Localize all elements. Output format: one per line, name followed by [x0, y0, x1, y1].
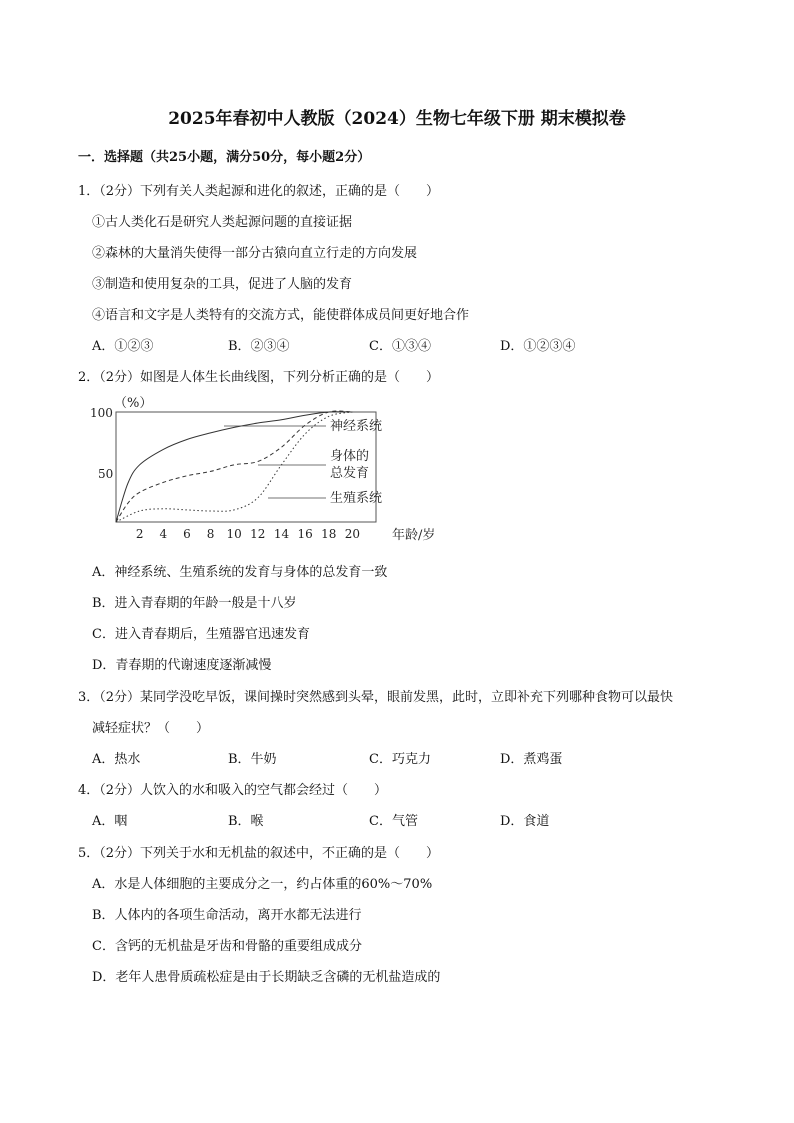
question-4-stem: 4．（2分）人饮入的水和吸入的空气都会经过（ ） — [78, 783, 388, 798]
chart-xtick-20: 20 — [344, 527, 361, 541]
chart-xtick-16: 16 — [297, 527, 313, 541]
question-5-option-c[interactable]: C．含钙的无机盐是牙齿和骨骼的重要组成成分 — [92, 939, 362, 954]
question-1-statement-1: ①古人类化石是研究人类起源问题的直接证据 — [92, 215, 353, 230]
series-line-reproductive-system — [116, 412, 352, 522]
question-1-option-c[interactable]: C．①③④ — [369, 339, 431, 354]
question-2-option-b[interactable]: B．进入青春期的年龄一般是十八岁 — [92, 596, 297, 611]
chart-xtick-4: 4 — [159, 527, 168, 541]
question-5-option-a[interactable]: A．水是人体细胞的主要成分之一，约占体重的60%～70% — [92, 877, 433, 892]
series-label-body-line1: 身体的 — [330, 449, 370, 464]
series-label-repro: 生殖系统 — [330, 491, 383, 506]
question-4-option-c[interactable]: C．气管 — [369, 814, 418, 829]
question-1-option-b[interactable]: B．②③④ — [228, 339, 290, 354]
chart-xtick-8: 8 — [206, 527, 215, 541]
chart-ytick-50: 50 — [98, 467, 114, 481]
question-5-option-d[interactable]: D．老年人患骨质疏松症是由于长期缺乏含磷的无机盐造成的 — [92, 970, 441, 985]
chart-xtick-18: 18 — [321, 527, 337, 541]
question-5-option-b[interactable]: B．人体内的各项生命活动，离开水都无法进行 — [92, 908, 362, 923]
question-5-stem: 5．（2分）下列关于水和无机盐的叙述中，不正确的是（ ） — [78, 846, 440, 861]
chart-xtick-12: 12 — [250, 527, 266, 541]
question-3-option-a[interactable]: A．热水 — [92, 752, 141, 767]
question-3-stem: 3．（2分）某同学没吃早饭，课间操时突然感到头晕，眼前发黑，此时，立即补充下列哪种食物可以最快 — [78, 690, 674, 705]
chart-xticks — [136, 527, 360, 541]
section-heading: 一．选择题（共25小题，满分50分，每小题2分） — [78, 150, 371, 165]
chart-xtick-10: 10 — [226, 527, 242, 541]
question-1-stem: 1．（2分）下列有关人类起源和进化的叙述，正确的是（ ） — [78, 184, 440, 199]
series-label-body-line2: 总发育 — [330, 466, 370, 481]
question-1-statement-2: ②森林的大量消失使得一部分古猿向直立行走的方向发展 — [92, 246, 418, 261]
question-2-option-c[interactable]: C．进入青春期后，生殖器官迅速发育 — [92, 627, 310, 642]
growth-curve-chart — [86, 392, 436, 548]
question-1-statement-3: ③制造和使用复杂的工具，促进了人脑的发育 — [92, 277, 353, 292]
chart-ylabel: （%） — [114, 396, 153, 411]
series-label-nervous: 神经系统 — [330, 419, 383, 434]
question-2-option-d[interactable]: D．青春期的代谢速度逐渐减慢 — [92, 658, 272, 673]
chart-xlabel: 年龄/岁 — [392, 528, 436, 543]
chart-xtick-2: 2 — [135, 527, 144, 541]
question-1-statement-4: ④语言和文字是人类特有的交流方式，能使群体成员间更好地合作 — [92, 308, 470, 323]
question-1-option-a[interactable]: A．①②③ — [92, 339, 154, 354]
chart-xtick-14: 14 — [273, 527, 290, 541]
question-4-option-d[interactable]: D．食道 — [500, 814, 550, 829]
question-3-stem-cont: 减轻症状？（ ） — [92, 721, 210, 736]
chart-ytick-100: 100 — [90, 406, 113, 420]
series-line-nervous-system — [116, 412, 352, 522]
page-title: 2025年春初中人教版（2024）生物七年级下册 期末模拟卷 — [168, 109, 626, 129]
question-3-option-d[interactable]: D．煮鸡蛋 — [500, 752, 563, 767]
question-3-option-c[interactable]: C．巧克力 — [369, 752, 431, 767]
question-2-option-a[interactable]: A．神经系统、生殖系统的发育与身体的总发育一致 — [92, 565, 388, 580]
question-1-option-d[interactable]: D．①②③④ — [500, 339, 576, 354]
question-4-option-b[interactable]: B．喉 — [228, 814, 264, 829]
question-3-option-b[interactable]: B．牛奶 — [228, 752, 277, 767]
question-2-stem: 2．（2分）如图是人体生长曲线图，下列分析正确的是（ ） — [78, 370, 440, 385]
chart-series-layer — [116, 411, 352, 522]
chart-xtick-6: 6 — [183, 527, 191, 541]
question-4-option-a[interactable]: A．咽 — [92, 814, 128, 829]
